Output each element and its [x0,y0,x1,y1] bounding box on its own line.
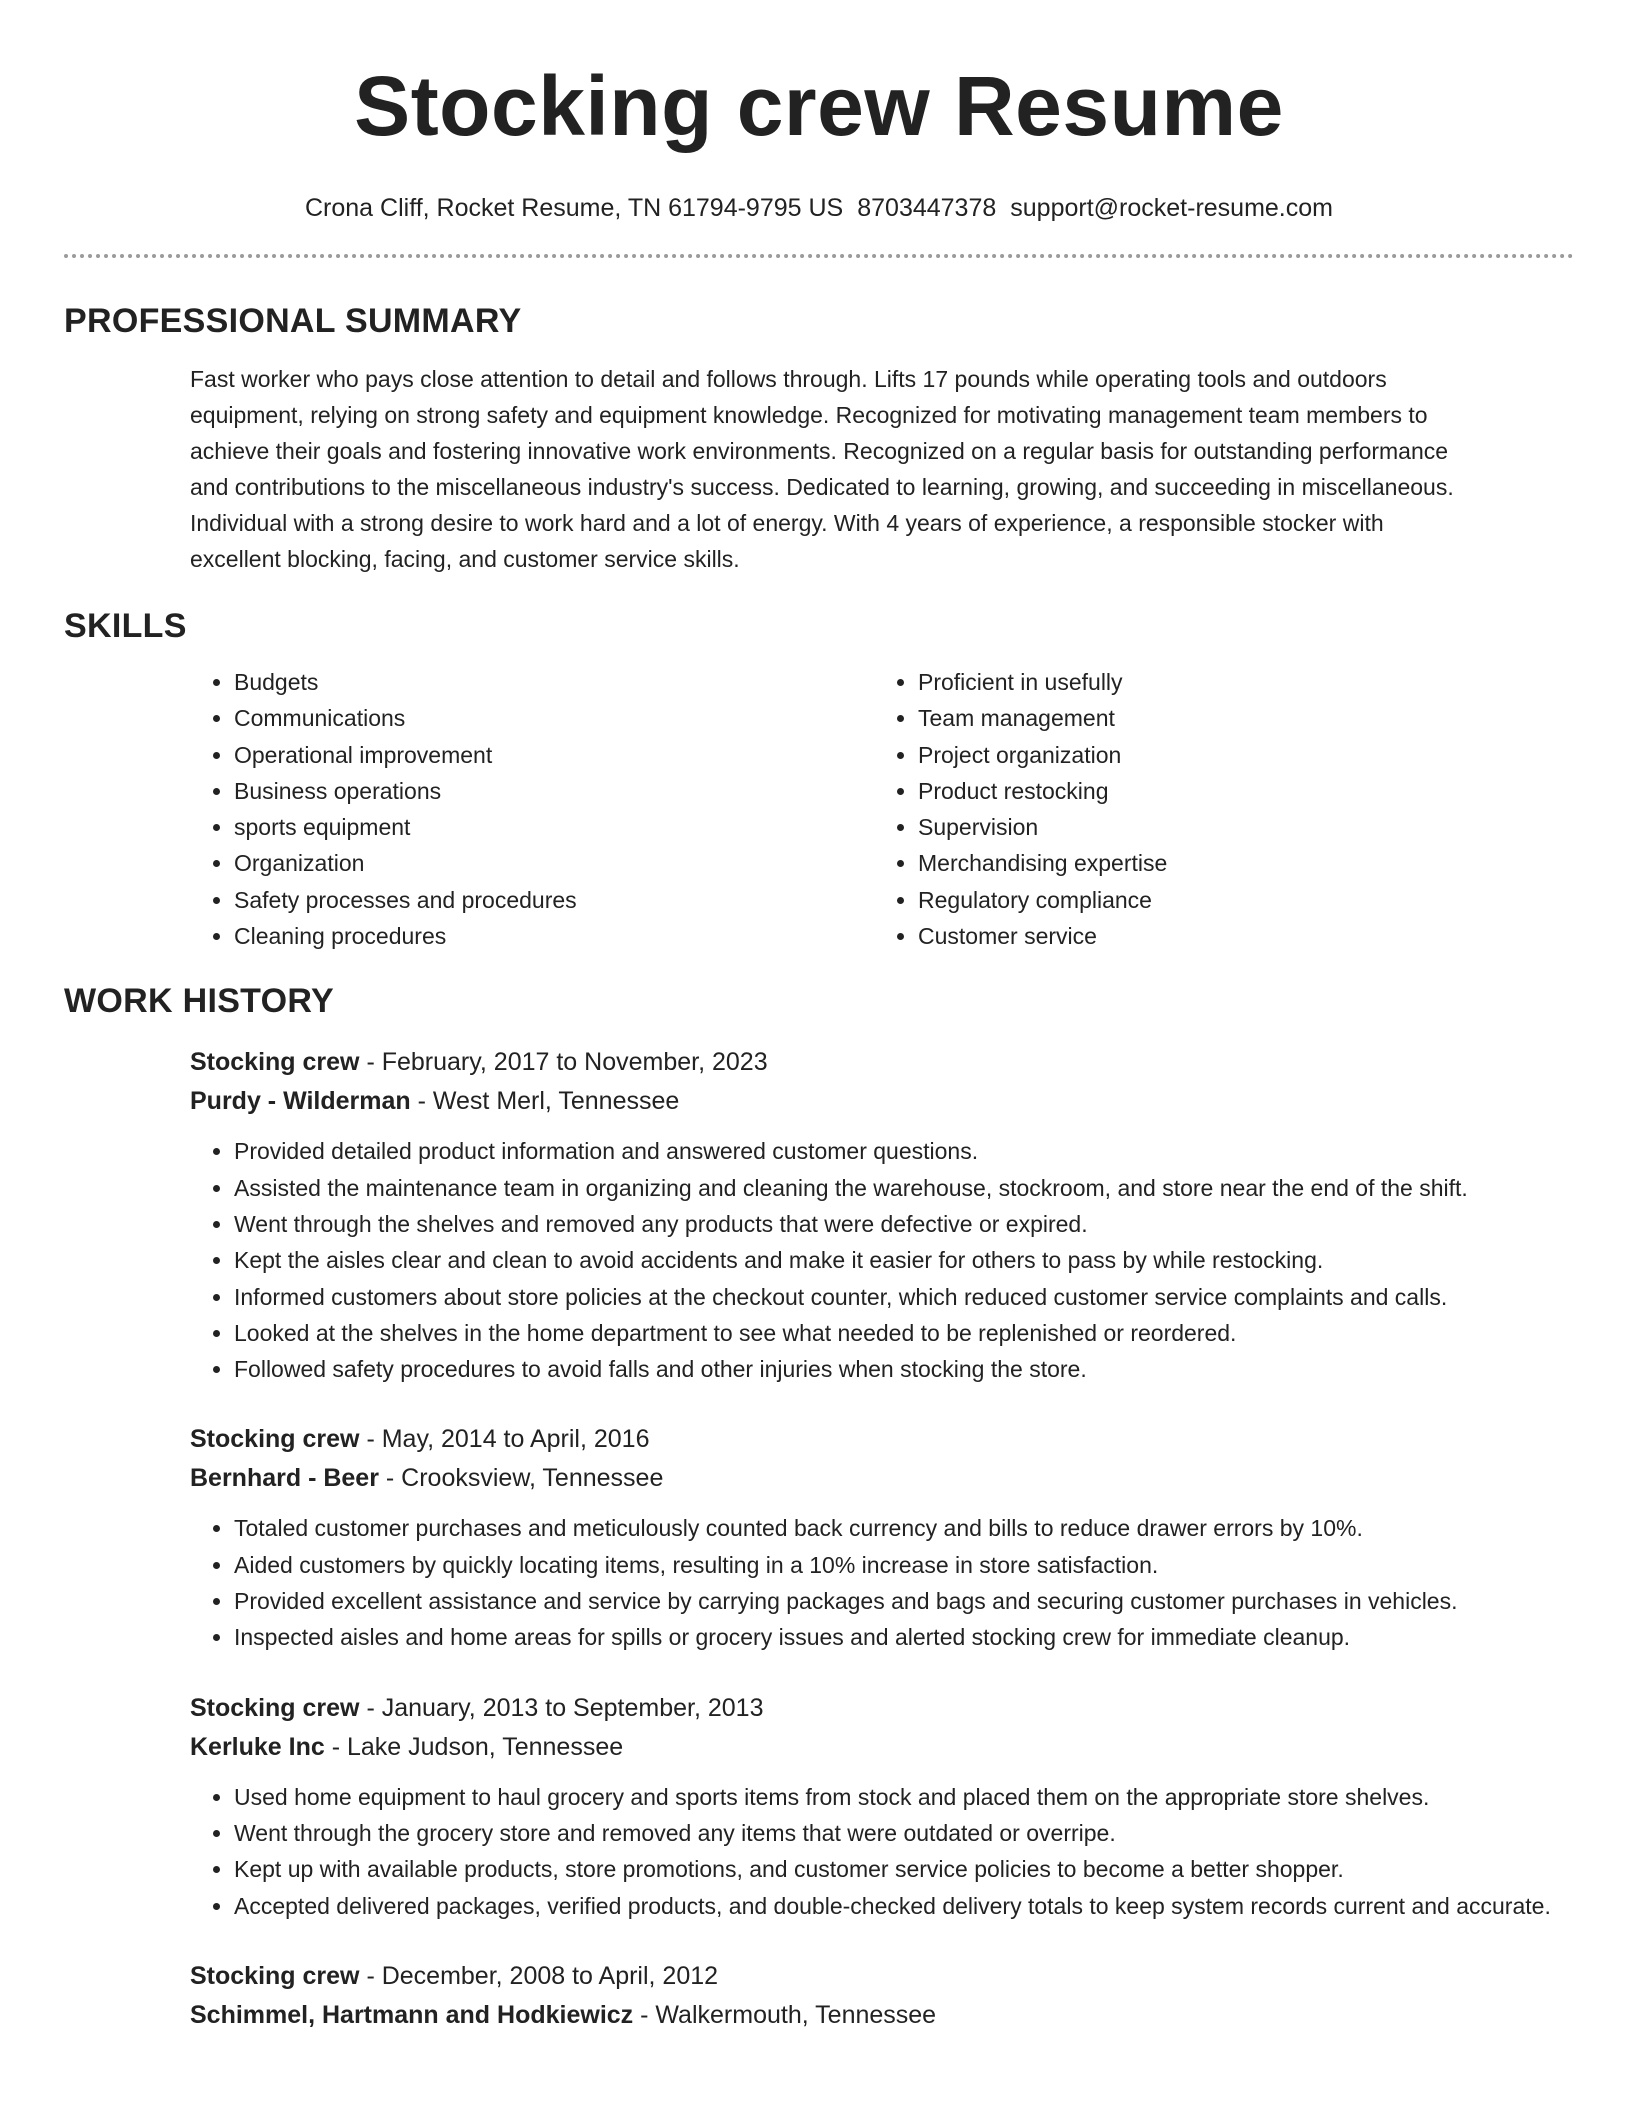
skill-item: • Merchandising expertise [918,845,1558,881]
job-bullet: • Inspected aisles and home areas for spills or grocery issues and alerted stocking crew for immediate cleanup. [234,1619,1590,1655]
skill-item: • Customer service [918,918,1558,954]
job-dates: - May, 2014 to April, 2016 [359,1425,650,1454]
job-location: - Walkermouth, Tennessee [633,2000,937,2029]
job-bullet: • Went through the shelves and removed any products that were defective or expired. [234,1206,1590,1242]
job-dates: - February, 2017 to November, 2023 [359,1048,768,1077]
job-company: Schimmel, Hartmann and Hodkiewicz [190,2000,634,2029]
skill-item: • Operational improvement [234,737,874,773]
skill-item: • Communications [234,700,874,736]
skill-item: • Organization [234,845,874,881]
skill-item: • Cleaning procedures [234,918,874,954]
job-bullet: • Kept the aisles clear and clean to avoid accidents and make it easier for others to pass by while restocking. [234,1242,1590,1278]
job-entry [190,1420,1590,1655]
job-bullet: • Followed safety procedures to avoid falls and other injuries when stocking the store. [234,1351,1590,1387]
summary-line: and contributions to the miscellaneous industry's success. Dedicated to learning, growing, and succeeding in miscellaneous. [190,474,1454,500]
job-location: - Crooksview, Tennessee [378,1464,664,1493]
summary-heading: PROFESSIONAL SUMMARY [64,302,522,340]
job-dates: - January, 2013 to September, 2013 [359,1693,764,1722]
skill-item: • Proficient in usefully [918,664,1558,700]
contact-line [64,192,1574,224]
summary-text [190,361,1580,577]
skill-item: • sports equipment [234,809,874,845]
job-bullet: • Provided excellent assistance and service by carrying packages and bags and securing customer purchases in vehicles. [234,1583,1590,1619]
skills-heading: SKILLS [64,607,187,645]
skill-item: • Project organization [918,737,1558,773]
job-bullet-list [190,1779,1590,1924]
job-bullet: • Accepted delivered packages, verified products, and double-checked delivery totals to keep system records current and accurate. [234,1888,1590,1924]
summary-line: achieve their goals and fostering innovative work environments. Recognized on a regular basis for outstanding performance [190,438,1449,464]
job-bullet: • Informed customers about store policies at the checkout counter, which reduced customer service complaints and calls. [234,1279,1590,1315]
skill-item: • Safety processes and procedures [234,882,874,918]
skills-list-right [874,664,1558,954]
job-bullet: • Went through the grocery store and removed any items that were outdated or overripe. [234,1815,1590,1851]
skill-item: • Business operations [234,773,874,809]
contact-address: Crona Cliff, Rocket Resume, TN 61794-9795 US [305,194,844,222]
job-title: Stocking crew [190,1961,360,1990]
summary-line: Fast worker who pays close attention to detail and follows through. Lifts 17 pounds while operating tools and outdoors [190,366,1387,392]
job-bullet-list [190,1133,1590,1387]
skill-item: • Supervision [918,809,1558,845]
summary-line: excellent blocking, facing, and customer service skills. [190,546,740,572]
job-bullet-list [190,1510,1590,1655]
job-bullet: • Aided customers by quickly locating items, resulting in a 10% increase in store satisfaction. [234,1547,1590,1583]
header-divider [64,254,1574,258]
job-title: Stocking crew [190,1425,360,1454]
job-bullet: • Kept up with available products, store promotions, and customer service policies to become a better shopper. [234,1851,1590,1887]
job-title-line [190,1689,1590,1728]
job-entry [190,1043,1590,1387]
contact-email: support@rocket-resume.com [1010,194,1333,222]
skill-item: • Budgets [234,664,874,700]
job-location: - Lake Judson, Tennessee [324,1732,624,1761]
job-company: Kerluke Inc [190,1732,325,1761]
job-entry [190,1689,1590,1924]
work-history-heading: WORK HISTORY [64,982,334,1021]
job-title-line [190,1043,1590,1082]
resume-page [64,0,1574,2035]
job-bullet: • Used home equipment to haul grocery and sports items from stock and placed them on the appropriate store shelves. [234,1779,1590,1815]
document-title: Stocking crew Resume [354,59,1284,153]
job-bullet: • Provided detailed product information and answered customer questions. [234,1133,1590,1169]
skills-list-left [190,664,874,954]
job-dates: - December, 2008 to April, 2012 [359,1961,719,1990]
job-entry [190,1957,1590,2035]
job-company-line [190,1728,1590,1767]
job-company: Bernhard - Beer [190,1464,379,1493]
summary-line: equipment, relying on strong safety and equipment knowledge. Recognized for motivating management team members to [190,402,1428,428]
skill-item: • Product restocking [918,773,1558,809]
job-title: Stocking crew [190,1048,360,1077]
job-location: - West Merl, Tennessee [410,1087,680,1116]
job-company: Purdy - Wilderman [190,1087,411,1116]
job-bullet: • Assisted the maintenance team in organizing and cleaning the warehouse, stockroom, and store near the end of the shift. [234,1170,1590,1206]
skill-item: • Regulatory compliance [918,882,1558,918]
skill-item: • Team management [918,700,1558,736]
job-company-line [190,1459,1590,1498]
job-bullet: • Totaled customer purchases and meticulously counted back currency and bills to reduce drawer errors by 10%. [234,1510,1590,1546]
job-title: Stocking crew [190,1693,360,1722]
contact-phone: 8703447378 [857,194,997,222]
job-bullet: • Looked at the shelves in the home department to see what needed to be replenished or reordered. [234,1315,1590,1351]
job-title-line [190,1420,1590,1459]
job-company-line [190,1996,1590,2035]
job-company-line [190,1082,1590,1121]
skills-grid [190,664,1580,954]
summary-line: Individual with a strong desire to work hard and a lot of energy. With 4 years of experience, a responsible stocker with [190,510,1384,536]
job-title-line [190,1957,1590,1996]
